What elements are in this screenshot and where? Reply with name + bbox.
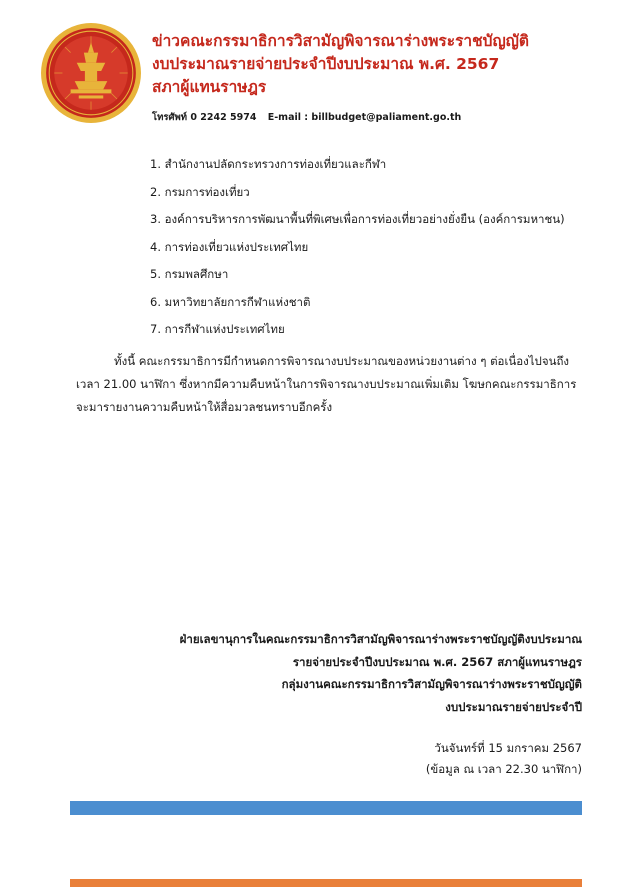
body-paragraph bbox=[76, 350, 584, 419]
publish-date: วันจันทร์ที่ 15 มกราคม 2567 bbox=[434, 741, 582, 755]
list-item: 1. สำนักงานปลัดกระทรวงการท่องเที่ยวและกีฬา bbox=[150, 157, 387, 171]
signature-line: งบประมาณรายจ่ายประจำปี bbox=[445, 699, 582, 714]
header-title bbox=[152, 30, 612, 99]
list-item: 5. กรมพลศึกษา bbox=[150, 267, 229, 281]
list-item: 6. มหาวิทยาลัยการกีฬาแห่งชาติ bbox=[150, 294, 311, 309]
phone-number: โทรศัพท์ 0 2242 5974 bbox=[152, 112, 257, 123]
parliament-seal-icon bbox=[40, 22, 142, 124]
contact-info bbox=[152, 110, 469, 125]
header-title-line: งบประมาณรายจ่ายประจำปีงบประมาณ พ.ศ. 2567 bbox=[152, 55, 500, 73]
signature-line: ฝ่ายเลขานุการในคณะกรรมาธิการวิสามัญพิจารณาร่างพระราชบัญญัติงบประมาณ bbox=[179, 632, 582, 646]
footer-orange-bar bbox=[70, 879, 582, 887]
signature-line: รายจ่ายประจำปีงบประมาณ พ.ศ. 2567 สภาผู้แทนราษฎร bbox=[292, 654, 582, 669]
footer-blue-bar bbox=[70, 801, 582, 815]
header-title-line: สภาผู้แทนราษฎร bbox=[152, 78, 267, 96]
signature-line: กลุ่มงานคณะกรรมาธิการวิสามัญพิจารณาร่างพระราชบัญญัติ bbox=[281, 677, 582, 691]
date-block bbox=[426, 738, 582, 780]
paragraph-line: เวลา 21.00 นาฬิกา ซึ่งหากมีความคืบหน้าในการพิจารณางบประมาณเพิ่มเติม โฆษกคณะกรรมาธิการ bbox=[76, 377, 577, 391]
paragraph-line: ทั้งนี้ คณะกรรมาธิการมีกำหนดการพิจารณางบประมาณของหน่วยงานต่าง ๆ ต่อเนื่องไปจนถึง bbox=[114, 354, 570, 368]
list-item: 3. องค์การบริหารการพัฒนาพื้นที่พิเศษเพื่อการท่องเที่ยวอย่างยั่งยืน (องค์การมหาชน) bbox=[150, 212, 565, 226]
header-title-line: ข่าวคณะกรรมาธิการวิสามัญพิจารณาร่างพระราชบัญญัติ bbox=[152, 32, 529, 50]
agency-list bbox=[150, 154, 565, 347]
paragraph-line: จะมารายงานความคืบหน้าให้สื่อมวลชนทราบอีกครั้ง bbox=[76, 400, 333, 414]
list-item: 4. การท่องเที่ยวแห่งประเทศไทย bbox=[150, 239, 309, 254]
data-time-note: (ข้อมูล ณ เวลา 22.30 นาฬิกา) bbox=[425, 762, 582, 776]
list-item: 7. การกีฬาแห่งประเทศไทย bbox=[150, 322, 285, 336]
list-item: 2. กรมการท่องเที่ยว bbox=[150, 184, 250, 199]
signature-block bbox=[180, 628, 582, 718]
email-address: E-mail : billbudget@paliament.go.th bbox=[267, 112, 462, 123]
